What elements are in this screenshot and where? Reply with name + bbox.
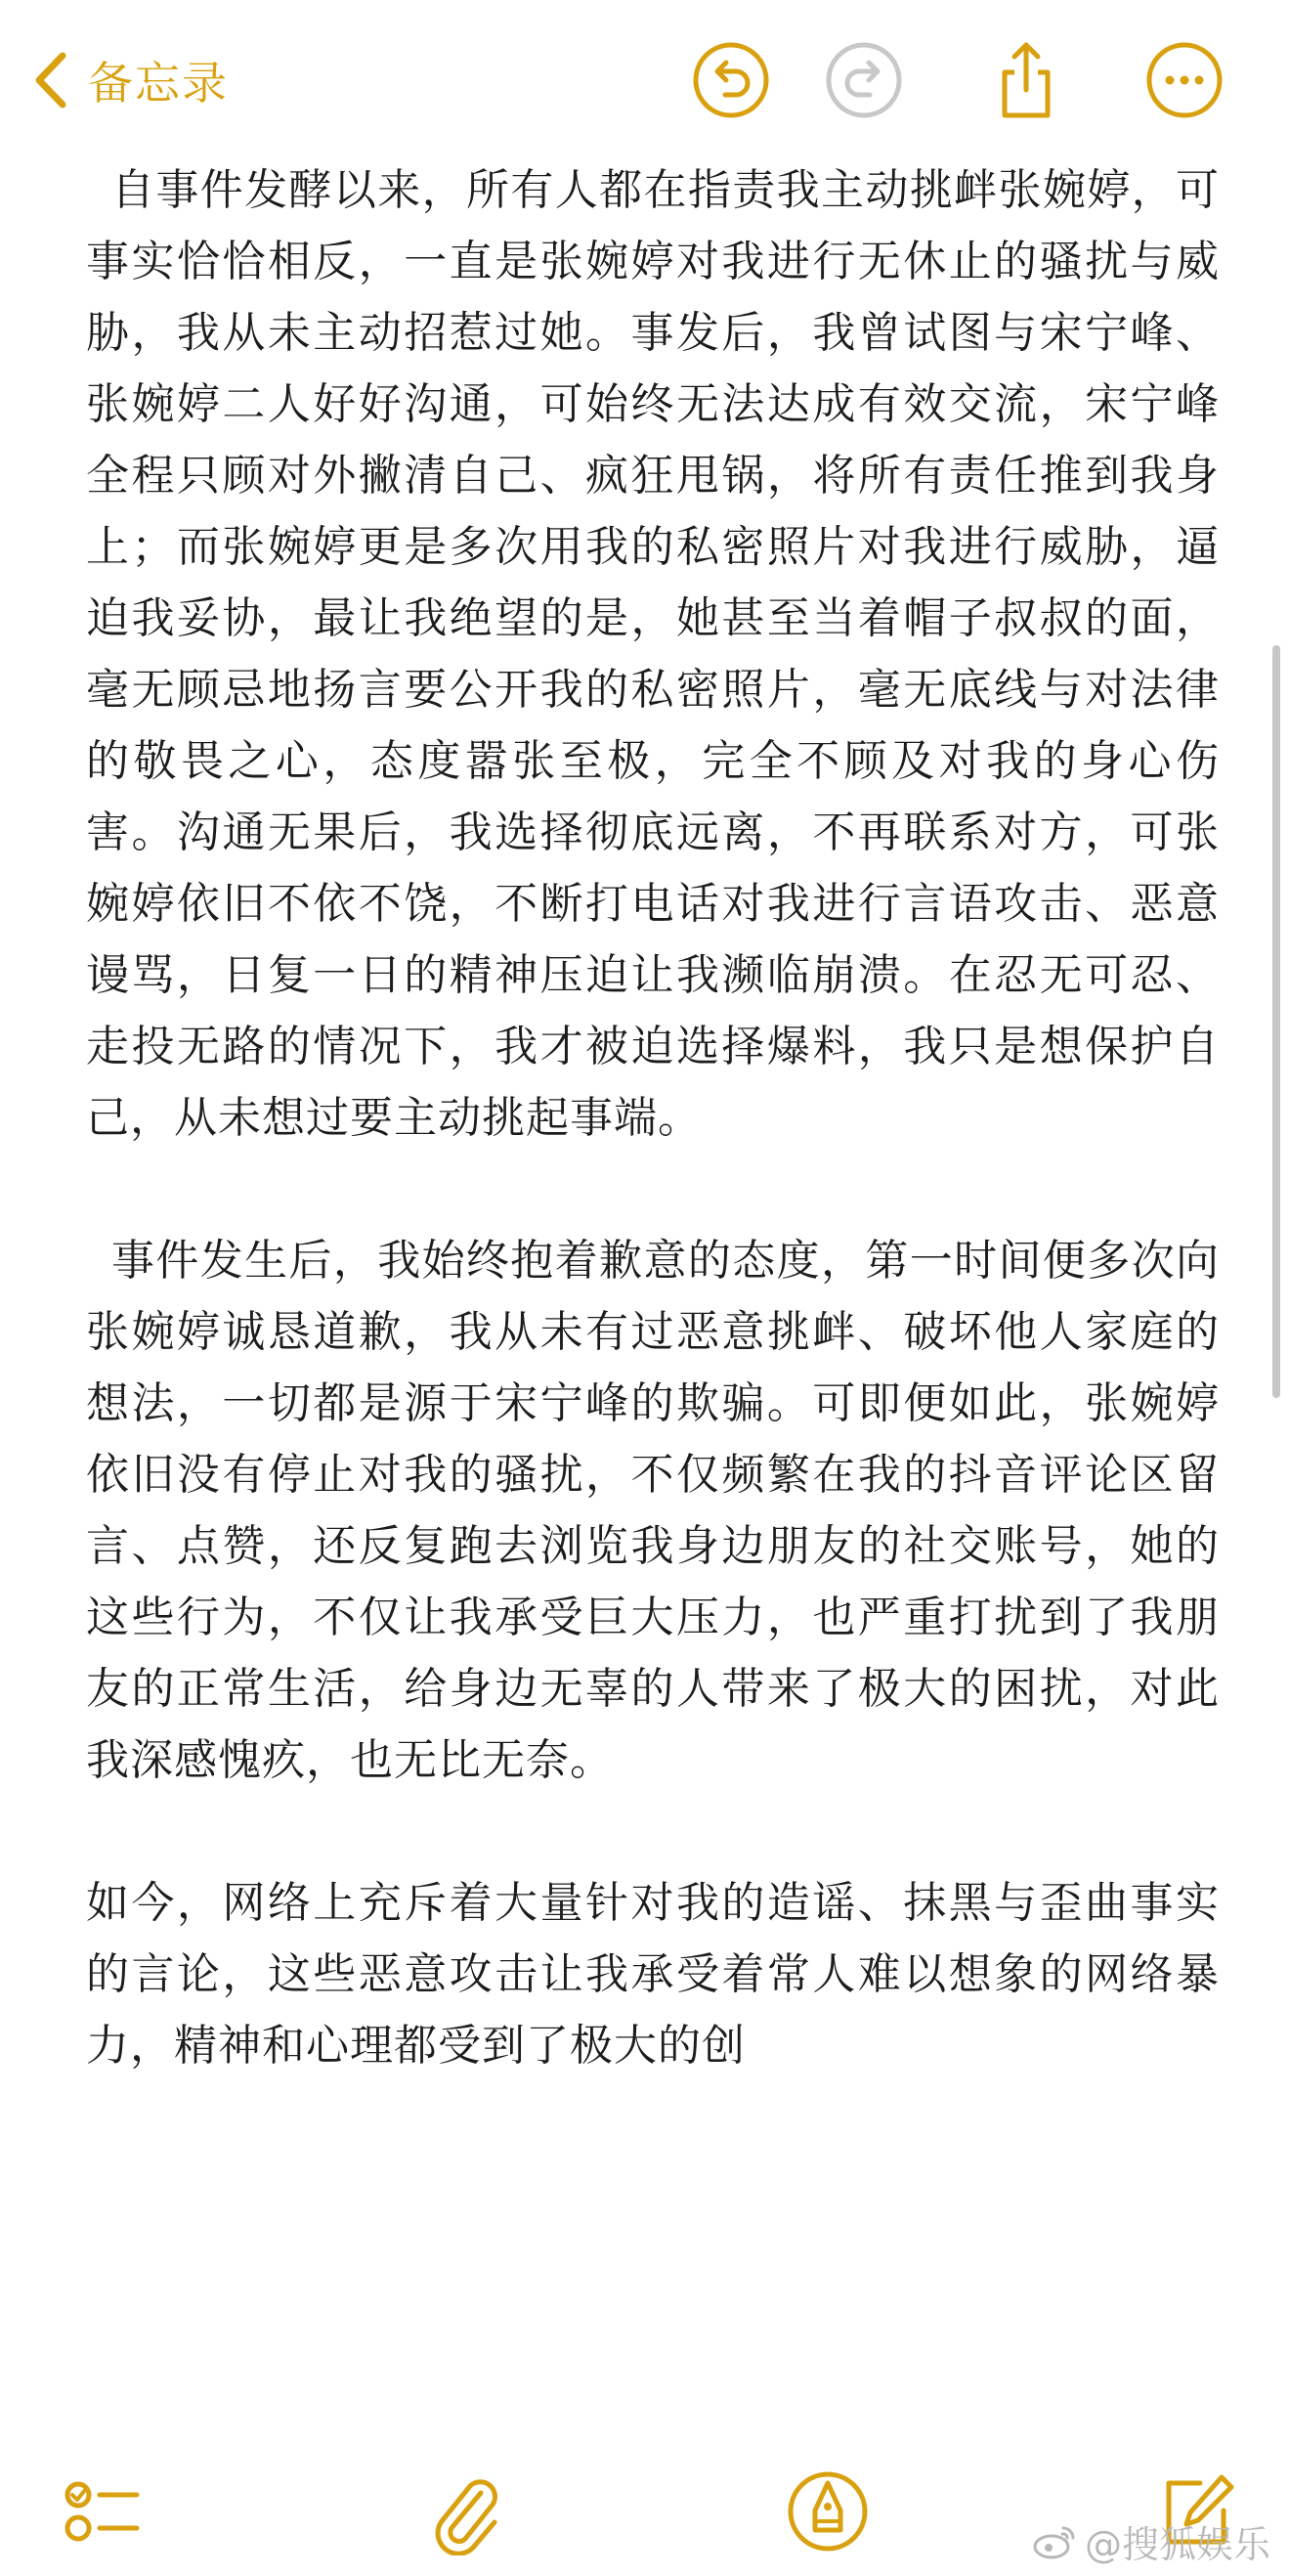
attach-button[interactable] xyxy=(422,2467,510,2555)
undo-button[interactable] xyxy=(690,39,772,121)
note-body[interactable] xyxy=(86,154,1220,2081)
back-label: 备忘录 xyxy=(88,57,229,109)
markup-pen-icon xyxy=(784,2467,872,2555)
share-button[interactable] xyxy=(985,39,1067,121)
more-button[interactable] xyxy=(1143,39,1226,121)
note-paragraph: 事件发生后，我始终抱着歉意的态度，第一时间便多次向张婉婷诚恳道歉，我从未有过恶意挑衅、破坏他人家庭的想法，一切都是源于宋宁峰的欺骗。可即便如此，张婉婷依旧没有停止对我的骚扰，不仅频繁在我的抖音评论区留言、点赞，还反复跑去浏览我身边朋友的社交账号，她的这些行为，不仅让我承受巨大压力，也严重打扰到了我朋友的正常生活，给身边无辜的人带来了极大的困扰，对此我深感愧疚，也无比无奈。 xyxy=(86,1236,1220,1785)
markup-button[interactable] xyxy=(784,2467,872,2555)
note-paragraph: 自事件发酵以来，所有人都在指责我主动挑衅张婉婷，可事实恰恰相反，一直是张婉婷对我进行无休止的骚扰与威胁，我从未主动招惹过她。事发后，我曾试图与宋宁峰、张婉婷二人好好沟通，可始终无法达成有效交流，宋宁峰全程只顾对外撇清自己、疯狂甩锅，将所有责任推到我身上；而张婉婷更是多次用我的私密照片对我进行威胁，逼迫我妥协，最让我绝望的是，她甚至当着帽子叔叔的面，毫无顾忌地扬言要公开我的私密照片，毫无底线与对法律的敬畏之心，态度嚣张至极，完全不顾及对我的身心伤害。沟通无果后，我选择彻底远离，不再联系对方，可张婉婷依旧不依不饶，不断打电话对我进行言语攻击、恶意谩骂，日复一日的精神压迫让我濒临崩溃。在忍无可忍、走投无路的情况下，我才被迫选择爆料，我只是想保护自己，从未想过要主动挑起事端。 xyxy=(86,165,1220,1143)
checklist-icon xyxy=(59,2467,147,2555)
checklist-button[interactable] xyxy=(59,2467,147,2555)
note-paragraph: 如今，网络上充斥着大量针对我的造谣、抹黑与歪曲事实的言论，这些恶意攻击让我承受着常人难以想象的网络暴力，精神和心理都受到了极大的创 xyxy=(86,1878,1220,2071)
share-icon xyxy=(985,39,1067,121)
redo-button[interactable] xyxy=(823,39,905,121)
scrollbar[interactable] xyxy=(1272,645,1280,1398)
bottom-fade xyxy=(0,2385,1290,2454)
undo-icon xyxy=(690,39,772,121)
back-button[interactable] xyxy=(27,41,229,119)
weibo-logo-icon xyxy=(1032,2522,1079,2561)
watermark xyxy=(1032,2514,1270,2568)
more-icon xyxy=(1143,39,1226,121)
paperclip-icon xyxy=(422,2467,510,2555)
redo-icon xyxy=(823,39,905,121)
top-toolbar xyxy=(0,0,1290,147)
watermark-text: @搜狐娱乐 xyxy=(1084,2523,1270,2566)
chevron-left-icon xyxy=(27,48,72,112)
